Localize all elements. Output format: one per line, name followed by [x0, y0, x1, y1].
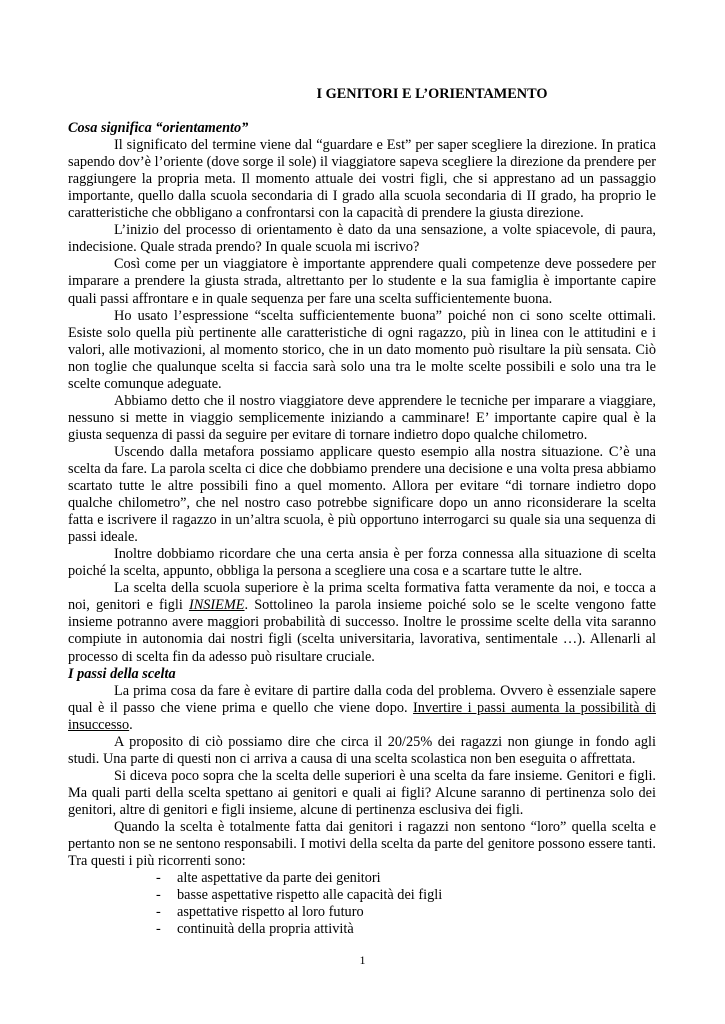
list-item: [156, 870, 656, 887]
paragraph: Il significato del termine viene dal “guardare e Est” per saper scegliere la direzione. In pratica sapendo dov’è l’oriente (dove sorge il sole) il viaggiatore sapeva scegliere la direzione da prendere per raggiungere la propria meta. Il momento attuale dei vostri figli, che si apprestano ad un passaggio importante, quello dalla scuola secondaria di I grado alla scuola secondaria di II grado, ha proprio le caratteristiche che obbligano a confrontarsi con la capacità di prendere la giusta direzione.: [68, 137, 656, 222]
paragraph-text: .: [129, 716, 133, 733]
paragraph: Uscendo dalla metafora possiamo applicare questo esempio alla nostra situazione. C’è una scelta da fare. La parola scelta ci dice che dobbiamo prendere una decisione e una volta presa abbiamo scartato tutte le altre possibili fino a quel momento. Allora per evitare “di tornare indietro dopo qualche chilometro”, che nel nostro caso potrebbe significare dopo un anno riconsiderare la scelta fatta e iscrivere il ragazzo in un’altra scuola, è più opportuno interrogarci su quale sia una sequenza di passi ideale.: [68, 443, 656, 546]
list-item-text: continuità della propria attività: [177, 921, 354, 938]
paragraph: Abbiamo detto che il nostro viaggiatore deve apprendere le tecniche per imparare a viaggiare, nessuno si mette in viaggio semplicemente iniziando a camminare! E’ importante capire qual è la giusta sequenza di passi da seguire per evitare di tornare indietro dopo qualche chilometro.: [68, 392, 656, 443]
page-number: 1: [359, 953, 366, 967]
paragraph-text: . Sottolineo la parola insieme poiché solo se le scelte vengono fatte insieme potranno avere maggiori probabilità di successo. Inoltre le prossime scelte della vita saranno compiute in autonomia dai nostri figli (scelta universitaria, lavorativa, sentimentale …). Allenarli al processo di scelta fin da adesso può risultare cruciale.: [68, 597, 657, 665]
paragraph: L’inizio del processo di orientamento è dato da una sensazione, a volte spiacevole, di paura, indecisione. Quale strada prendo? In quale scuola mi iscrivo?: [68, 222, 656, 256]
section-heading-orientamento: Cosa significa “orientamento”: [68, 120, 249, 137]
paragraph: Quando la scelta è totalmente fatta dai genitori i ragazzi non sentono “loro” quella scelta e pertanto non se ne sentono responsabili. I motivi della scelta da parte del genitore possono essere tanti. Tra questi i più ricorrenti sono:: [68, 818, 656, 870]
list-marker: -: [156, 921, 161, 938]
list-item: [156, 904, 656, 921]
reasons-list: [68, 870, 656, 938]
paragraph: Ho usato l’espressione “scelta sufficientemente buona” poiché non ci sono scelte ottimali. Esiste solo quella più pertinente alle caratteristiche di ogni ragazzo, più in linea con le attitudini e i valori, alle motivazioni, al momento storico, che in un dato momento può risultare la più sensata. Ciò non toglie che qualunque scelta si faccia sarà solo una tra le molte scelte possibili e solo una tra le scelte comunque adeguate.: [68, 307, 656, 392]
list-marker: -: [156, 904, 161, 921]
list-item: [156, 887, 656, 904]
paragraph: Si diceva poco sopra che la scelta delle superiori è una scelta da fare insieme. Genitori e figli. Ma quali parti della scelta spettano ai genitori e quali ai figli? Alcune saranno di pertinenza solo dei genitori, altre di genitori e figli insieme, alcune di pertinenza esclusiva dei figli.: [68, 767, 656, 818]
page-title: I GENITORI E L’ORIENTAMENTO: [316, 86, 548, 102]
list-marker: -: [156, 887, 161, 904]
underlined-text: Invertire i passi aumenta la possibilità di insuccesso: [68, 699, 657, 733]
paragraph: A proposito di ciò possiamo dire che circa il 20/25% dei ragazzi non giunge in fondo agli studi. Una parte di questi non ci arriva a causa di una scelta scolastica non ben eseguita o affrettata.: [68, 733, 656, 767]
emphasized-word: INSIEME: [188, 597, 245, 614]
paragraph-text: La scelta della scuola superiore è la prima scelta formativa fatta veramente da noi, e tocca a noi, genitori e figli: [68, 580, 656, 614]
list-item-text: alte aspettative da parte dei genitori: [177, 870, 381, 887]
document-body: [68, 86, 656, 938]
paragraph: Inoltre dobbiamo ricordare che una certa ansia è per forza connessa alla situazione di scelta poiché la scelta, appunto, obbliga la persona a scegliere una cosa e a scartare tutte le altre.: [68, 546, 656, 580]
paragraph-passi: [68, 683, 656, 734]
list-item-text: basse aspettative rispetto alle capacità dei figli: [177, 887, 443, 904]
paragraph-text: La prima cosa da fare è evitare di partire dalla coda del problema. Ovvero è essenziale sapere qual è il passo che viene prima e quello che viene dopo.: [68, 682, 656, 716]
paragraph-insieme: [68, 580, 656, 665]
section-heading-passi: I passi della scelta: [68, 665, 176, 682]
list-item-text: aspettative rispetto al loro futuro: [177, 904, 364, 921]
paragraph: Così come per un viaggiatore è importante apprendere quali competenze deve possedere per imparare a prendere la giusta strada, altrettanto per lo studente e la sua famiglia è importante capire quali passi affrontare e in quale sequenza per fare una scelta sufficientemente buona.: [68, 256, 656, 307]
list-item: [156, 921, 656, 938]
list-marker: -: [156, 870, 161, 887]
